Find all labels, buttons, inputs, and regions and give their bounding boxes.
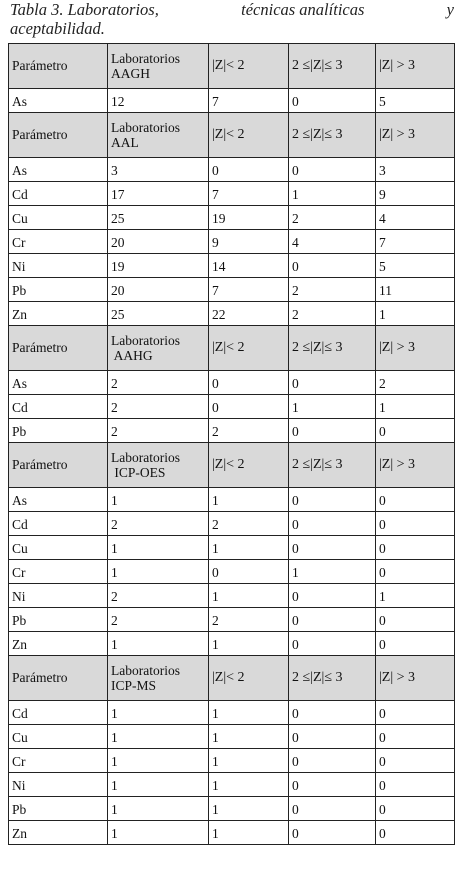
cell-z-gt-3: 4 xyxy=(376,206,455,230)
cell-laboratorios: 1 xyxy=(108,773,209,797)
cell-z-lt-2: 1 xyxy=(209,701,289,725)
cell-z-lt-2: 0 xyxy=(209,371,289,395)
header-laboratorios xyxy=(108,443,209,488)
header-z-gt-3: |Z| > 3 xyxy=(376,113,455,158)
cell-z-lt-2: 7 xyxy=(209,89,289,113)
table-row xyxy=(9,632,455,656)
cell-z-2-3: 0 xyxy=(289,608,376,632)
cell-parametro: Cd xyxy=(9,701,108,725)
cell-z-lt-2: 2 xyxy=(209,608,289,632)
cell-z-lt-2: 1 xyxy=(209,536,289,560)
cell-z-2-3: 0 xyxy=(289,89,376,113)
section-header-row xyxy=(9,44,455,89)
cell-z-2-3: 2 xyxy=(289,206,376,230)
header-parametro: Parámetro xyxy=(9,44,108,89)
cell-laboratorios: 1 xyxy=(108,632,209,656)
cell-z-lt-2: 0 xyxy=(209,395,289,419)
cell-laboratorios: 19 xyxy=(108,254,209,278)
cell-laboratorios: 20 xyxy=(108,230,209,254)
cell-parametro: Pb xyxy=(9,797,108,821)
header-parametro: Parámetro xyxy=(9,326,108,371)
cell-z-2-3: 0 xyxy=(289,797,376,821)
header-z-2-3: 2 ≤|Z|≤ 3 xyxy=(289,443,376,488)
table-row xyxy=(9,230,455,254)
cell-parametro: Ni xyxy=(9,773,108,797)
caption-word: Tabla 3. Laboratorios, xyxy=(10,0,159,19)
cell-z-gt-3: 1 xyxy=(376,302,455,326)
cell-laboratorios: 12 xyxy=(108,89,209,113)
table-row xyxy=(9,89,455,113)
cell-parametro: Cr xyxy=(9,749,108,773)
header-laboratorios xyxy=(108,326,209,371)
cell-z-lt-2: 19 xyxy=(209,206,289,230)
table-row xyxy=(9,254,455,278)
header-z-lt-2: |Z|< 2 xyxy=(209,443,289,488)
table-row xyxy=(9,182,455,206)
cell-laboratorios: 2 xyxy=(108,371,209,395)
table-row xyxy=(9,395,455,419)
header-z-gt-3: |Z| > 3 xyxy=(376,44,455,89)
cell-laboratorios: 20 xyxy=(108,278,209,302)
cell-z-2-3: 0 xyxy=(289,536,376,560)
cell-z-2-3: 0 xyxy=(289,773,376,797)
cell-parametro: Ni xyxy=(9,254,108,278)
table-row xyxy=(9,749,455,773)
header-technique: ICP-MS xyxy=(111,678,157,693)
table-row xyxy=(9,302,455,326)
cell-laboratorios: 1 xyxy=(108,821,209,845)
header-z-lt-2: |Z|< 2 xyxy=(209,656,289,701)
header-parametro: Parámetro xyxy=(9,656,108,701)
header-z-lt-2: |Z|< 2 xyxy=(209,326,289,371)
cell-laboratorios: 17 xyxy=(108,182,209,206)
cell-z-2-3: 2 xyxy=(289,278,376,302)
cell-parametro: Cu xyxy=(9,206,108,230)
cell-z-gt-3: 3 xyxy=(376,158,455,182)
cell-z-gt-3: 0 xyxy=(376,773,455,797)
header-laboratorios xyxy=(108,113,209,158)
header-technique: ICP-OES xyxy=(111,465,166,480)
caption-word: y xyxy=(446,0,454,19)
header-technique: AAL xyxy=(111,135,139,150)
cell-parametro: Pb xyxy=(9,608,108,632)
cell-parametro: Cu xyxy=(9,725,108,749)
cell-z-lt-2: 7 xyxy=(209,182,289,206)
cell-z-gt-3: 1 xyxy=(376,395,455,419)
cell-z-gt-3: 5 xyxy=(376,89,455,113)
table-row xyxy=(9,419,455,443)
cell-parametro: Cd xyxy=(9,512,108,536)
cell-z-2-3: 0 xyxy=(289,821,376,845)
header-parametro: Parámetro xyxy=(9,113,108,158)
cell-laboratorios: 1 xyxy=(108,749,209,773)
cell-z-gt-3: 0 xyxy=(376,725,455,749)
table-row xyxy=(9,512,455,536)
header-lab-prefix: Laboratorios xyxy=(111,663,180,678)
caption-line: aceptabilidad. xyxy=(10,19,105,38)
header-parametro: Parámetro xyxy=(9,443,108,488)
header-lab-prefix: Laboratorios xyxy=(111,120,180,135)
cell-z-gt-3: 11 xyxy=(376,278,455,302)
cell-z-2-3: 0 xyxy=(289,488,376,512)
cell-z-lt-2: 0 xyxy=(209,158,289,182)
cell-parametro: Cu xyxy=(9,536,108,560)
cell-laboratorios: 2 xyxy=(108,584,209,608)
cell-laboratorios: 2 xyxy=(108,395,209,419)
cell-z-gt-3: 0 xyxy=(376,632,455,656)
cell-parametro: Zn xyxy=(9,632,108,656)
cell-z-2-3: 0 xyxy=(289,419,376,443)
cell-laboratorios: 1 xyxy=(108,488,209,512)
section-header-row xyxy=(9,326,455,371)
cell-z-gt-3: 2 xyxy=(376,371,455,395)
table-row xyxy=(9,725,455,749)
table-row xyxy=(9,536,455,560)
cell-parametro: Cd xyxy=(9,182,108,206)
cell-z-lt-2: 1 xyxy=(209,773,289,797)
cell-z-gt-3: 0 xyxy=(376,488,455,512)
cell-z-lt-2: 9 xyxy=(209,230,289,254)
results-table-body xyxy=(9,44,455,845)
header-z-gt-3: |Z| > 3 xyxy=(376,326,455,371)
caption-word: técnicas analíticas xyxy=(241,0,365,19)
header-lab-prefix: Laboratorios xyxy=(111,333,180,348)
table-row xyxy=(9,584,455,608)
cell-z-gt-3: 9 xyxy=(376,182,455,206)
cell-z-lt-2: 2 xyxy=(209,512,289,536)
header-lab-prefix: Laboratorios xyxy=(111,51,180,66)
table-caption xyxy=(10,0,454,38)
cell-parametro: Zn xyxy=(9,821,108,845)
table-row xyxy=(9,797,455,821)
cell-z-2-3: 1 xyxy=(289,395,376,419)
cell-parametro: Ni xyxy=(9,584,108,608)
cell-z-lt-2: 1 xyxy=(209,725,289,749)
cell-z-2-3: 0 xyxy=(289,371,376,395)
cell-z-2-3: 0 xyxy=(289,158,376,182)
cell-z-lt-2: 1 xyxy=(209,749,289,773)
cell-z-lt-2: 1 xyxy=(209,797,289,821)
cell-parametro: Cr xyxy=(9,230,108,254)
cell-z-gt-3: 0 xyxy=(376,419,455,443)
cell-laboratorios: 3 xyxy=(108,158,209,182)
table-row xyxy=(9,278,455,302)
cell-z-gt-3: 0 xyxy=(376,608,455,632)
cell-z-lt-2: 2 xyxy=(209,419,289,443)
header-technique: AAGH xyxy=(111,66,150,81)
cell-laboratorios: 25 xyxy=(108,302,209,326)
section-header-row xyxy=(9,113,455,158)
cell-z-gt-3: 0 xyxy=(376,560,455,584)
cell-z-gt-3: 7 xyxy=(376,230,455,254)
cell-z-lt-2: 22 xyxy=(209,302,289,326)
cell-parametro: As xyxy=(9,158,108,182)
header-z-2-3: 2 ≤|Z|≤ 3 xyxy=(289,44,376,89)
table-row xyxy=(9,701,455,725)
results-table xyxy=(8,43,455,845)
cell-laboratorios: 1 xyxy=(108,725,209,749)
section-header-row xyxy=(9,443,455,488)
cell-parametro: Zn xyxy=(9,302,108,326)
cell-z-2-3: 0 xyxy=(289,725,376,749)
cell-z-2-3: 1 xyxy=(289,182,376,206)
cell-laboratorios: 2 xyxy=(108,512,209,536)
header-z-2-3: 2 ≤|Z|≤ 3 xyxy=(289,656,376,701)
cell-parametro: Cr xyxy=(9,560,108,584)
cell-laboratorios: 1 xyxy=(108,797,209,821)
cell-parametro: Pb xyxy=(9,278,108,302)
cell-z-2-3: 0 xyxy=(289,749,376,773)
cell-z-2-3: 0 xyxy=(289,632,376,656)
cell-z-lt-2: 7 xyxy=(209,278,289,302)
cell-laboratorios: 2 xyxy=(108,608,209,632)
table-row xyxy=(9,488,455,512)
cell-parametro: As xyxy=(9,371,108,395)
cell-z-gt-3: 5 xyxy=(376,254,455,278)
cell-z-gt-3: 0 xyxy=(376,701,455,725)
cell-z-2-3: 2 xyxy=(289,302,376,326)
cell-z-lt-2: 1 xyxy=(209,584,289,608)
cell-laboratorios: 1 xyxy=(108,560,209,584)
cell-z-2-3: 0 xyxy=(289,584,376,608)
header-technique: AAHG xyxy=(111,348,153,363)
header-z-2-3: 2 ≤|Z|≤ 3 xyxy=(289,113,376,158)
cell-z-2-3: 1 xyxy=(289,560,376,584)
cell-z-gt-3: 0 xyxy=(376,797,455,821)
cell-laboratorios: 25 xyxy=(108,206,209,230)
cell-z-gt-3: 0 xyxy=(376,749,455,773)
table-row xyxy=(9,608,455,632)
header-z-gt-3: |Z| > 3 xyxy=(376,656,455,701)
cell-parametro: As xyxy=(9,89,108,113)
header-z-lt-2: |Z|< 2 xyxy=(209,113,289,158)
cell-parametro: As xyxy=(9,488,108,512)
cell-z-lt-2: 14 xyxy=(209,254,289,278)
table-row xyxy=(9,206,455,230)
cell-z-gt-3: 0 xyxy=(376,536,455,560)
cell-z-lt-2: 0 xyxy=(209,560,289,584)
cell-z-lt-2: 1 xyxy=(209,821,289,845)
table-row xyxy=(9,773,455,797)
cell-z-gt-3: 1 xyxy=(376,584,455,608)
table-row xyxy=(9,371,455,395)
header-z-lt-2: |Z|< 2 xyxy=(209,44,289,89)
cell-z-lt-2: 1 xyxy=(209,488,289,512)
cell-laboratorios: 1 xyxy=(108,701,209,725)
section-header-row xyxy=(9,656,455,701)
table-row xyxy=(9,821,455,845)
table-row xyxy=(9,158,455,182)
header-z-gt-3: |Z| > 3 xyxy=(376,443,455,488)
cell-parametro: Pb xyxy=(9,419,108,443)
cell-z-2-3: 0 xyxy=(289,254,376,278)
header-z-2-3: 2 ≤|Z|≤ 3 xyxy=(289,326,376,371)
cell-z-gt-3: 0 xyxy=(376,512,455,536)
table-row xyxy=(9,560,455,584)
cell-z-2-3: 4 xyxy=(289,230,376,254)
cell-parametro: Cd xyxy=(9,395,108,419)
cell-laboratorios: 1 xyxy=(108,536,209,560)
header-laboratorios xyxy=(108,44,209,89)
cell-laboratorios: 2 xyxy=(108,419,209,443)
cell-z-2-3: 0 xyxy=(289,701,376,725)
header-laboratorios xyxy=(108,656,209,701)
cell-z-gt-3: 0 xyxy=(376,821,455,845)
cell-z-2-3: 0 xyxy=(289,512,376,536)
header-lab-prefix: Laboratorios xyxy=(111,450,180,465)
cell-z-lt-2: 1 xyxy=(209,632,289,656)
